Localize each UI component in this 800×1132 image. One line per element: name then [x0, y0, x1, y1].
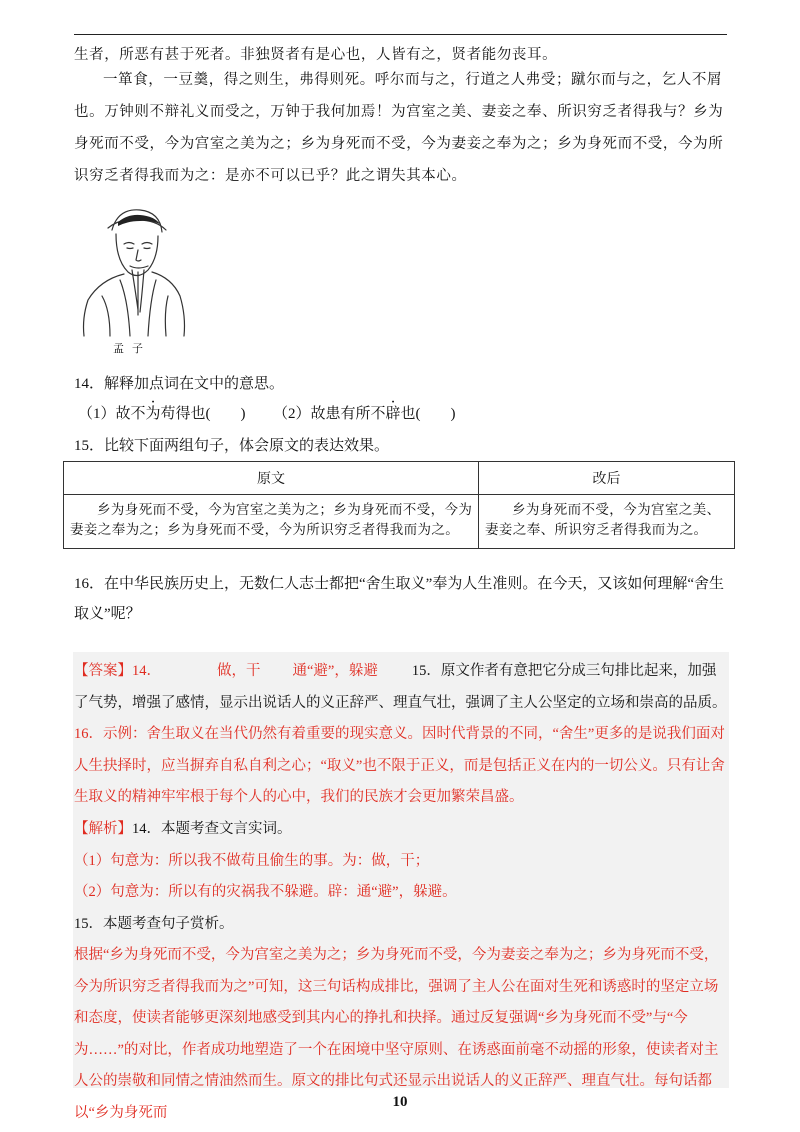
- answer-14-1: 做，干: [217, 663, 261, 679]
- q14-item1: （1）故不为苟得也( ): [78, 406, 246, 422]
- answer-16: 16．示例：舍生取义在当代仍然有着重要的现实意义。因时代背景的不同，“舍生”更多的是说我们面对人生抉择时，应当摒弃自私自利之心；“取义”也不限于正义，而是包括正义在内的一切公义。只有让舍生取义的精神牢牢根于每个人的心中，我们的民族才会更加繁荣昌盛。: [74, 726, 725, 805]
- answer-15: 15．原文作者有意把它分成三句排比起来，加强了气势，增强了感情，显示出说话人的义正辞严、理直气壮，强调了主人公坚定的立场和崇高的品质。: [74, 663, 727, 711]
- table-header-original: 原文: [64, 462, 479, 495]
- analysis-line-3: （2）句意为：所以有的灾祸我不躲避。辟：通“避”，躲避。: [74, 884, 457, 900]
- answer-block: 【答案】14． 做，干 通“避”，躲避 15．原文作者有意把它分成三句排比起来，加强了气势，增强了感情，显示出说话人的义正辞严、理直气壮，强调了主人公坚定的立场和崇高的品质。 16．示例：舍生取义在当代仍然有着重要的现实意义。因时代背景的不同，“舍生”更多的是说我们面对人生抉择时，应当摒弃自私自利之心；“取义”也不限于正义，而是包括正义在内的一切公义。只有让舍生取义的精神牢牢根于每个人的心中，我们的民族才会更加繁荣昌盛。: [74, 656, 730, 814]
- table-cell-revised: 乡为身死而不受，今为宫室之美、妻妾之奉、所识穷乏者得我而为之。: [479, 495, 735, 549]
- answer-label: 【答案】: [74, 663, 132, 679]
- analysis-line-4: 15．本题考查句子赏析。: [74, 915, 234, 932]
- passage-first-line: 生者，所恶有甚于死者。非独贤者有是心也，人皆有之，贤者能勿丧耳。: [74, 47, 558, 63]
- answer-14-2: 通“避”，躲避: [292, 663, 378, 679]
- analysis-block: 【解析】14．本题考查文言实词。 （1）句意为：所以我不做苟且偷生的事。为：做，干； （2）句意为：所以有的灾祸我不躲避。辟：通“避”，躲避。 15．本题考查句子赏析。 根据“乡为身死而不受，今为宫室之美为之；乡为身死而不受，今为妻妾之奉为之；乡为身死而不受，今为所识穷乏者得我而为之”可知，这三句话构成排比，强调了主人公在面对生死和诱惑时的坚定立场和态度，使读者能够更深刻地感受到其内心的挣扎和抉择。通过反复强调“乡为身死而不受”与“今为……”的对比，作者成功地塑造了一个在困境中坚守原则、在诱惑面前毫不动摇的形象，使读者对主人公的崇敬和同情之情油然而生。原文的排比句式还显示出说话人的义正辞严、理直气壮。每句话都以“乡为身死而: [74, 814, 730, 1129]
- dotted-char-1: 为: [145, 406, 161, 422]
- q14-stem: 14．解释加点词在文中的意思。: [74, 376, 285, 392]
- table-header-revised: 改后: [479, 462, 735, 495]
- portrait-caption: 孟子: [113, 342, 151, 355]
- q14-item2: （2）故患有所不辟也( ): [273, 406, 456, 422]
- dotted-char-2: 辟: [385, 406, 401, 422]
- page-number: 10: [392, 1094, 408, 1110]
- passage-paragraph: 一箪食，一豆羹，得之则生，弗得则死。呼尔而与之，行道之人弗受；蹴尔而与之，乞人不屑也。万钟则不辩礼义而受之，万钟于我何加焉！为宫室之美、妻妾之奉、所识穷乏者得我与？乡为身死而不受，今为宫室之美为之；乡为身死而不受，今为妻妾之奉为之；乡为身死而不受，今为所识穷乏者得我而为之：是亦不可以已乎？此之谓失其本心。: [74, 72, 724, 184]
- table-cell-original: 乡为身死而不受，今为宫室之美为之；乡为身死而不受，今为妻妾之奉为之；乡为身死而不受，今为所识穷乏者得我而为之。: [64, 495, 479, 549]
- top-rule: [74, 34, 727, 35]
- analysis-label: 【解析】: [74, 821, 132, 837]
- q15-stem: 15．比较下面两组句子，体会原文的表达效果。: [74, 438, 390, 454]
- analysis-line-2: （1）句意为：所以我不做苟且偷生的事。为：做，干；: [74, 852, 430, 869]
- analysis-line-5: 根据“乡为身死而不受，今为宫室之美为之；乡为身死而不受，今为妻妾之奉为之；乡为身死而不受，今为所识穷乏者得我而为之”可知，这三句话构成排比，强调了主人公在面对生死和诱惑时的坚定立场和态度，使读者能够更深刻地感受到其内心的挣扎和抉择。通过反复强调“乡为身死而不受”与“今为……”的对比，作者成功地塑造了一个在困境中坚守原则、在诱惑面前毫不动摇的形象，使读者对主人公的崇敬和同情之情油然而生。原文的排比句式还显示出说话人的义正辞严、理直气壮。每句话都以“乡为身死而: [74, 947, 719, 1121]
- comparison-table: [63, 461, 735, 549]
- q16-stem: 16．在中华民族历史上，无数仁人志士都把“舍生取义”奉为人生准则。在今天，又该如何理解“舍生取义”呢？: [74, 576, 724, 622]
- mencius-portrait: [80, 200, 188, 340]
